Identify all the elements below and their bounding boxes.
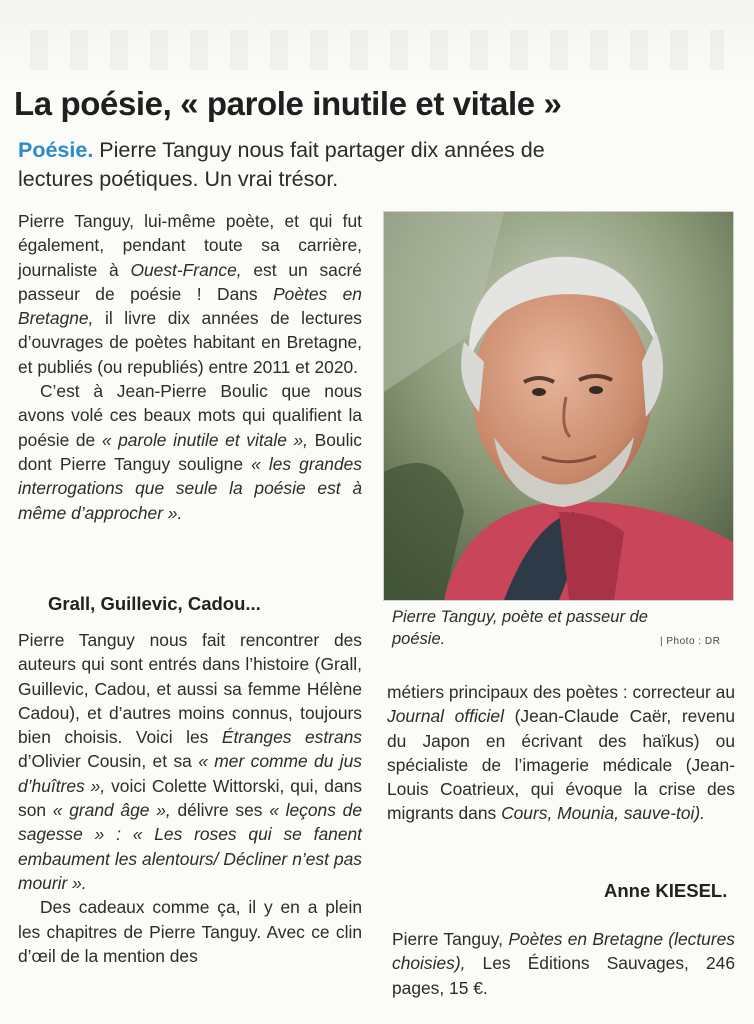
p3-text-a: Pierre Tanguy nous fait rencontrer des auteurs qui sont entrés dans l’histoire (Grall, Guillevic, Cadou, et aussi sa femme Hélène Cadou), et d’autres moins connus, toujours bien choisis. Voici les xyxy=(18,630,362,748)
article-column-left-top xyxy=(18,209,362,525)
author-signature: Anne KIESEL. xyxy=(604,880,728,901)
p1-text-e: il livre dix années de lectures d’ouvrages de poètes habitant en Bretagne, et publiés (ou republiés) entre 2011 et 2020. xyxy=(18,308,362,377)
p5-text-b: Journal officiel xyxy=(387,706,504,727)
p3-text-h: « leçons de sagesse » : « Les roses qui se fanent embaument les alentours/ Décliner n’est pas mourir ». xyxy=(18,800,363,893)
headline: La poésie, « parole inutile et vitale » xyxy=(14,85,562,122)
p3-text-f: « grand âge », xyxy=(52,800,171,821)
book-ref-text-c: Les Éditions Sauvages, 246 pages, 15 €. xyxy=(392,953,735,998)
article-column-left-bottom xyxy=(18,628,362,968)
p2-text-d: « les grandes interrogations que seule la poésie est à même d’approcher ». xyxy=(18,453,362,523)
book-ref-title: Poètes en Bretagne (lectures choisies), xyxy=(392,929,735,974)
photo-caption: Pierre Tanguy, poète et passeur de poésie. xyxy=(392,608,648,648)
p5-text-c: (Jean-Claude Caër, revenu du Japon en écrivant des haïkus) ou spécialiste de l’imagerie médicale (Jean-Louis Coatrieux, qui évoque la crise des migrants dans xyxy=(387,706,735,824)
faded-bleedthrough xyxy=(0,0,754,80)
article-column-right xyxy=(387,680,735,826)
paragraph-1 xyxy=(18,209,362,379)
subheading: Grall, Guillevic, Cadou... xyxy=(48,593,261,614)
p1-text-c: est un sacré passeur de poésie ! Dans xyxy=(18,259,362,304)
p2-text-b: « parole inutile et vitale », xyxy=(101,429,309,450)
paragraph-4: Des cadeaux comme ça, il y en a plein les chapitres de Pierre Tanguy. Avec ce clin d’œil de la mention des xyxy=(18,897,362,966)
p5-text-d: Cours, Mounia, sauve-toi). xyxy=(501,803,706,824)
portrait-illustration xyxy=(384,212,733,600)
p1-text-d: Poètes en Bretagne, xyxy=(18,283,362,329)
photo-credit: | Photo : DR xyxy=(660,636,721,647)
book-reference xyxy=(392,927,735,1000)
portrait-photo xyxy=(383,211,734,601)
paragraph-5 xyxy=(387,680,735,826)
book-ref-text-a: Pierre Tanguy, xyxy=(392,929,509,949)
p3-text-b: Étranges estrans xyxy=(221,727,362,748)
p2-text-a: C’est à Jean-Pierre Boulic que nous avons volé ces beaux mots qui qualifient la poésie de xyxy=(18,381,362,450)
paragraph-2 xyxy=(18,379,362,525)
p3-text-d: « mer comme du jus d’huîtres », xyxy=(18,751,362,796)
lede-kicker: Poésie. xyxy=(18,138,94,162)
p3-text-e: voici Colette Wittorski, qui, dans son xyxy=(18,775,362,821)
p3-text-g: délivre ses xyxy=(170,800,270,821)
lede xyxy=(18,136,598,194)
p1-text-a: Pierre Tanguy, lui-même poète, et qui fut également, pendant toute sa carrière, journaliste à xyxy=(18,211,362,280)
p2-text-c: Boulic dont Pierre Tanguy souligne xyxy=(18,429,363,474)
p5-text-a: métiers principaux des poètes : correcteur au xyxy=(387,682,735,702)
paragraph-3 xyxy=(18,628,362,895)
p3-text-c: d’Olivier Cousin, et sa xyxy=(18,751,199,772)
p1-text-b: Ouest-France, xyxy=(130,259,242,280)
lede-text: Pierre Tanguy nous fait partager dix années de lectures poétiques. Un vrai trésor. xyxy=(18,138,545,191)
